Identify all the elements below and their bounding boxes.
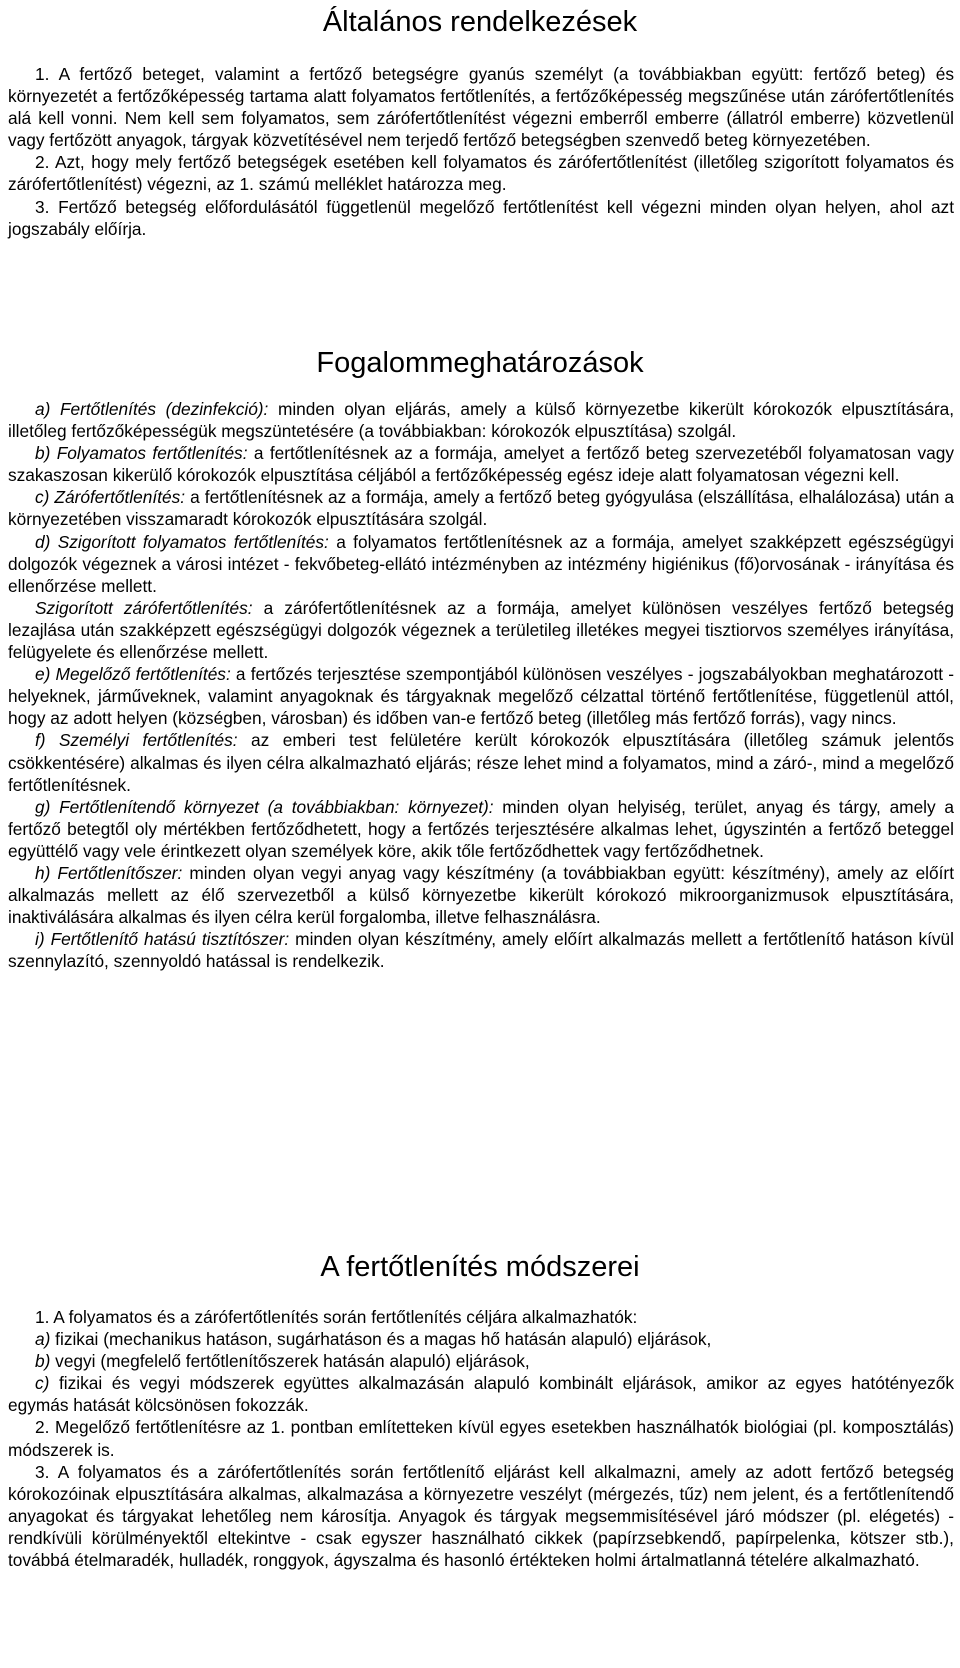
methods-paragraph-2: 2. Megelőző fertőtlenítésre az 1. pontban említetteken kívül egyes esetekben használhatók biológiai (pl. komposztálás) módszerek is. [8,1417,954,1460]
definitions-list [8,398,954,972]
definition-text: minden olyan készítmény, amely előírt alkalmazás mellett a fertőtlenítő hatáson kívül szennylazító, szennyoldó hatással is rendelkezik. [8,929,954,972]
definition-text: a fertőzés terjesztése szempontjából különösen veszélyes - jogszabályokban meghatározott - helyeknek, járműveknek, valamint anyagoknak és tárgyaknak megelőző célzattal történő fertőtlenítése, függetlenül attól, hogy az adott helyen (községben, városban) és időben van-e fertőző beteg (illetőleg más fertőző forrás), vagy nincs. [8,664,954,729]
method-letter: c) [35,1373,50,1394]
definition-term: g) Fertőtlenítendő környezet (a továbbiakban: környezet): [35,796,494,817]
method-item [8,1372,954,1416]
definition-item [8,398,954,442]
general-provisions-body [8,63,954,240]
definition-text: minden olyan eljárás, amely a külső környezetbe kikerült kórokozók elpusztítására, illetőleg fertőzőképességük megszüntetésére (a továbbiakban: kórokozók elpusztítása) szolgál. [8,399,954,442]
method-letter: a) [35,1329,51,1350]
definition-term: e) Megelőző fertőtlenítés: [35,664,231,685]
paragraph-2: 2. Azt, hogy mely fertőző betegségek esetében kell folyamatos és zárófertőtlenítést (illetőleg szigorított folyamatos és zárófertőtlenítést) végezni, az 1. számú melléklet határozza meg. [8,152,954,195]
definition-term: a) Fertőtlenítés (dezinfekció): [35,399,269,419]
method-item [8,1328,954,1350]
method-letter: b) [35,1351,51,1372]
method-text: fizikai és vegyi módszerek együttes alkalmazásán alapuló kombinált eljárások, amikor az egyes hatótényezők egymás hatását kölcsönösen fokozzák. [8,1373,954,1416]
definition-term: c) Zárófertőtlenítés: [35,487,186,508]
paragraph-3: 3. Fertőző betegség előfordulásától függetlenül megelőző fertőtlenítést kell végezni minden olyan helyen, ahol azt jogszabály előírja. [8,196,954,239]
definition-text: az emberi test felületére került kórokozók elpusztítására (illetőleg számuk jelentős csökkentésére) alkalmas és ilyen célra alkalmazható eljárás; része lehet mind a folyamatos, mind a záró-, mind a megelőző fertőtlenítésnek. [8,730,954,795]
section-title-methods: A fertőtlenítés módszerei [320,1251,640,1283]
section-title-definitions: Fogalommeghatározások [316,347,644,379]
paragraph-1: 1. A fertőző beteget, valamint a fertőző betegségre gyanús személyt (a továbbiakban együtt: fertőző beteg) és környezetét a fertőzőképesség tartama alatt folyamatos fertőtlenítés, a fertőzőképesség megszűnése után zárófertőtlenítés alá kell vonni. Nem kell sem folyamatos, sem zárófertőtlenítést végezni emberről emberre (állatról emberre) közvetlenül vagy fertőzött anyagok, tárgyak közvetítésével nem terjedő fertőző betegségben szenvedő beteg környezetében. [8,64,954,151]
methods-body [8,1306,954,1571]
definition-term: b) Folyamatos fertőtlenítés: [35,443,248,464]
definition-item [8,796,954,862]
method-text: vegyi (megfelelő fertőtlenítőszerek hatásán alapuló) eljárások, [50,1351,530,1372]
section-title-general-provisions: Általános rendelkezések [322,6,638,38]
definition-item [8,663,954,729]
definition-text: minden olyan vegyi anyag vagy készítmény (a továbbiakban együtt: készítmény), amely az előírt alkalmazás mellett az élő szervezetből a külső környezetbe kikerült kórokozó mikroorganizmusok elpusztítására, inaktiválására alkalmas és ilyen célra kerül forgalomba, illetve felhasználásra. [8,862,954,928]
definition-term: h) Fertőtlenítőszer: [35,862,183,883]
definition-item [8,486,954,530]
definition-item [8,729,954,795]
definition-term: i) Fertőtlenítő hatású tisztítószer: [35,929,290,950]
methods-paragraph-3: 3. A folyamatos és a zárófertőtlenítés során fertőtlenítő eljárást kell alkalmazni, amely az adott fertőző betegség kórokozóinak elpusztítására alkalmas, alkalmazása a környezetre veszélyt (mérgezés, tűz) nem jelent, és a fertőtlenítendő anyagokat és tárgyakat lehetőleg nem károsítja. Anyagok és tárgyak megsemmisítésével járó módszer (pl. elégetés) - rendkívüli körülményektől eltekintve - csak egyszer használható cikkek (papírzsebkendő, papírpelenka, kötszer stb.), továbbá ételmaradék, hulladék, ronggyok, ágyszalma és hasonló értékteken holmi ártalmatlanná tételére alkalmazható. [8,1461,954,1571]
methods-paragraph-1: 1. A folyamatos és a zárófertőtlenítés során fertőtlenítés céljára alkalmazhatók: [35,1307,638,1327]
definition-item [8,442,954,486]
method-item [8,1350,954,1372]
definition-item [8,862,954,928]
definition-term: f) Személyi fertőtlenítés: [35,730,238,751]
definition-item [8,928,954,972]
definition-text: a zárófertőtlenítésnek az a formája, amelyet különösen veszélyes fertőző betegség lezajlása után szakképzett egészségügyi dolgozók végeznek a területileg illetékes megyei tisztiorvos személyes irányítása, felügyelete és ellenőrzése mellett. [8,597,954,663]
definition-text: minden olyan helyiség, terület, anyag és tárgy, amely a fertőző betegtől oly mértékben fertőződhetett, hogy a fertőzés terjesztésére alkalmas lehet, úgyszintén a fertőző beteggel együttélő vagy vele érintkezett olyan személyek köre, akik tőle fertőződhettek vagy fertőződhetnek. [8,796,954,861]
definition-item [8,597,954,663]
definition-text: a fertőtlenítésnek az a formája, amely a fertőző beteg gyógyulása (elszállítása, elhalálozása) után a környezetében visszamaradt kórokozók elpusztítására szolgál. [8,487,955,530]
definition-term: d) Szigorított folyamatos fertőtlenítés: [35,531,329,552]
definition-term: Szigorított zárófertőtlenítés: [35,597,253,618]
method-text: fizikai (mechanikus hatáson, sugárhatáson és a magas hő hatásán alapuló) eljárások, [50,1329,712,1350]
definition-text: a folyamatos fertőtlenítésnek az a formája, amelyet szakképzett egészségügyi dolgozók végeznek a városi intézet - fekvőbeteg-ellátó intézményben az intézmény higiénikus (fő)orvosának - irányítása és ellenőrzése mellett. [8,531,954,596]
definition-item [8,531,954,597]
definition-text: a fertőtlenítésnek az a formája, amelyet a fertőző beteg szervezetéből folyamatosan vagy szakaszosan kikerülő kórokozók elpusztítása céljából a fertőzőképesség egész ideje alatt folyamatosan végezni kell. [8,443,954,486]
